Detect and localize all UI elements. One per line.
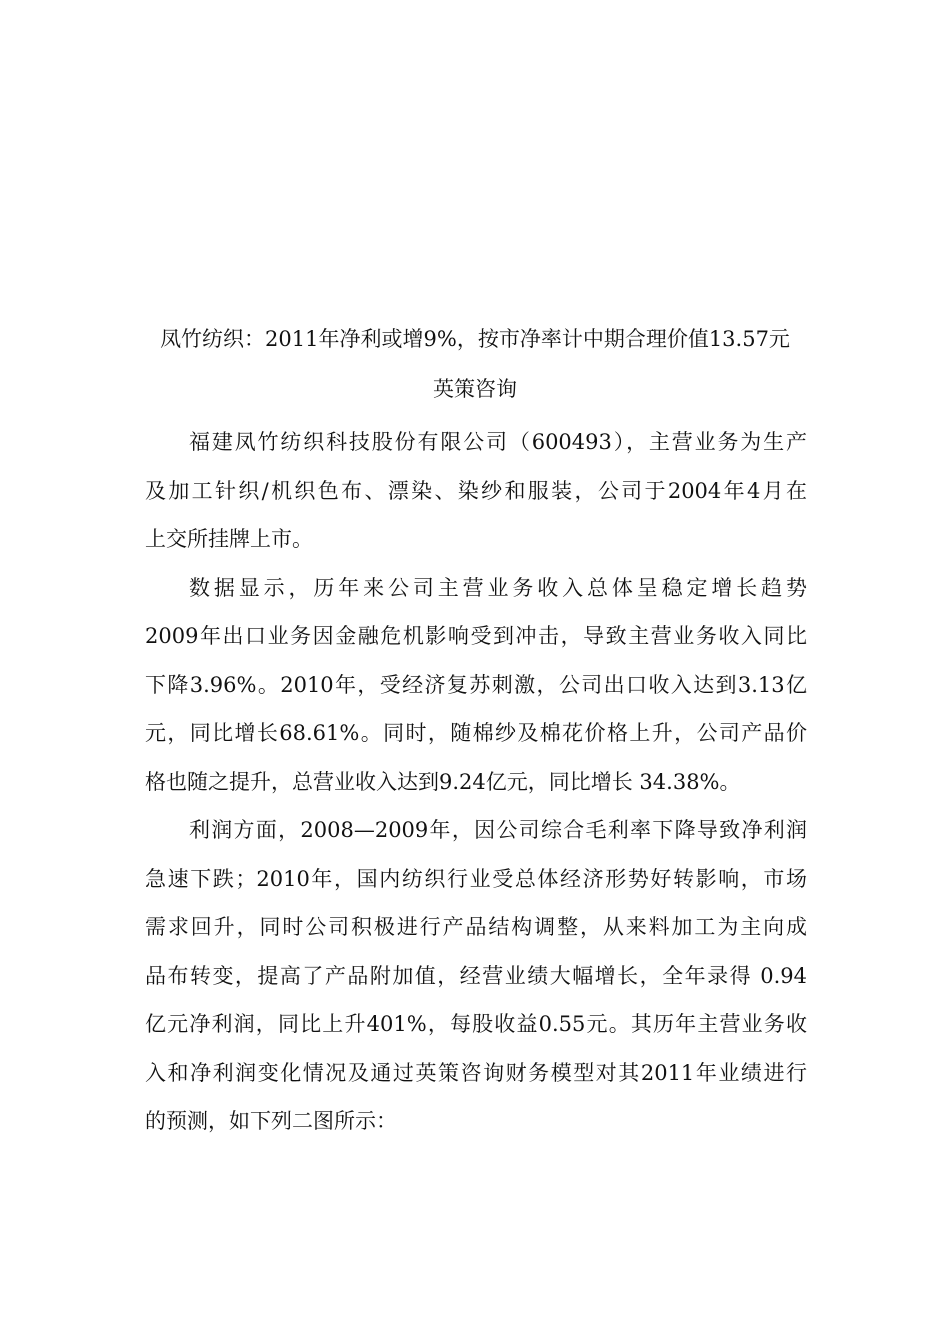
document-author: 英策咨询 xyxy=(433,377,517,401)
paragraph-line: 入和净利润变化情况及通过英策咨询财务模型对其2011年业绩进行 xyxy=(145,1060,807,1085)
paragraph-line: 需求回升，同时公司积极进行产品结构调整，从来料加工为主向成 xyxy=(145,915,807,939)
paragraph-line: 利润方面，2008—2009年，因公司综合毛利率下降导致净利润 xyxy=(189,818,807,842)
paragraph-line: 下降3.96%。2010年，受经济复苏刺激，公司出口收入达到3.13亿 xyxy=(145,672,807,697)
paragraph-revenue xyxy=(145,564,807,807)
paragraph-line: 急速下跌；2010年，国内纺织行业受总体经济形势好转影响，市场 xyxy=(145,866,807,891)
paragraph-company-intro xyxy=(145,418,807,564)
document-body xyxy=(145,418,807,1146)
paragraph-profit xyxy=(145,806,807,1146)
paragraph-line: 2009年出口业务因金融危机影响受到冲击，导致主营业务收入同比 xyxy=(145,624,807,648)
paragraph-line: 元，同比增长68.61%。同时，随棉纱及棉花价格上升，公司产品价 xyxy=(145,721,807,745)
paragraph-line: 的预测，如下列二图所示： xyxy=(145,1109,397,1133)
paragraph-line: 上交所挂牌上市。 xyxy=(145,527,313,551)
paragraph-line: 品布转变，提高了产品附加值，经营业绩大幅增长，全年录得 0.94 xyxy=(145,963,807,988)
document-title: 凤竹纺织：2011年净利或增9%，按市净率计中期合理价值13.57元 xyxy=(160,327,790,351)
paragraph-line: 亿元净利润，同比上升401%，每股收益0.55元。其历年主营业务收 xyxy=(145,1012,807,1036)
paragraph-line: 数据显示，历年来公司主营业务收入总体呈稳定增长趋势 xyxy=(189,575,807,600)
paragraph-line: 福建凤竹纺织科技股份有限公司（600493），主营业务为生产 xyxy=(189,430,807,454)
paragraph-line: 及加工针织/机织色布、漂染、染纱和服装，公司于2004年4月在 xyxy=(145,478,807,503)
paragraph-line: 格也随之提升，总营业收入达到9.24亿元，同比增长 34.38%。 xyxy=(145,769,741,794)
